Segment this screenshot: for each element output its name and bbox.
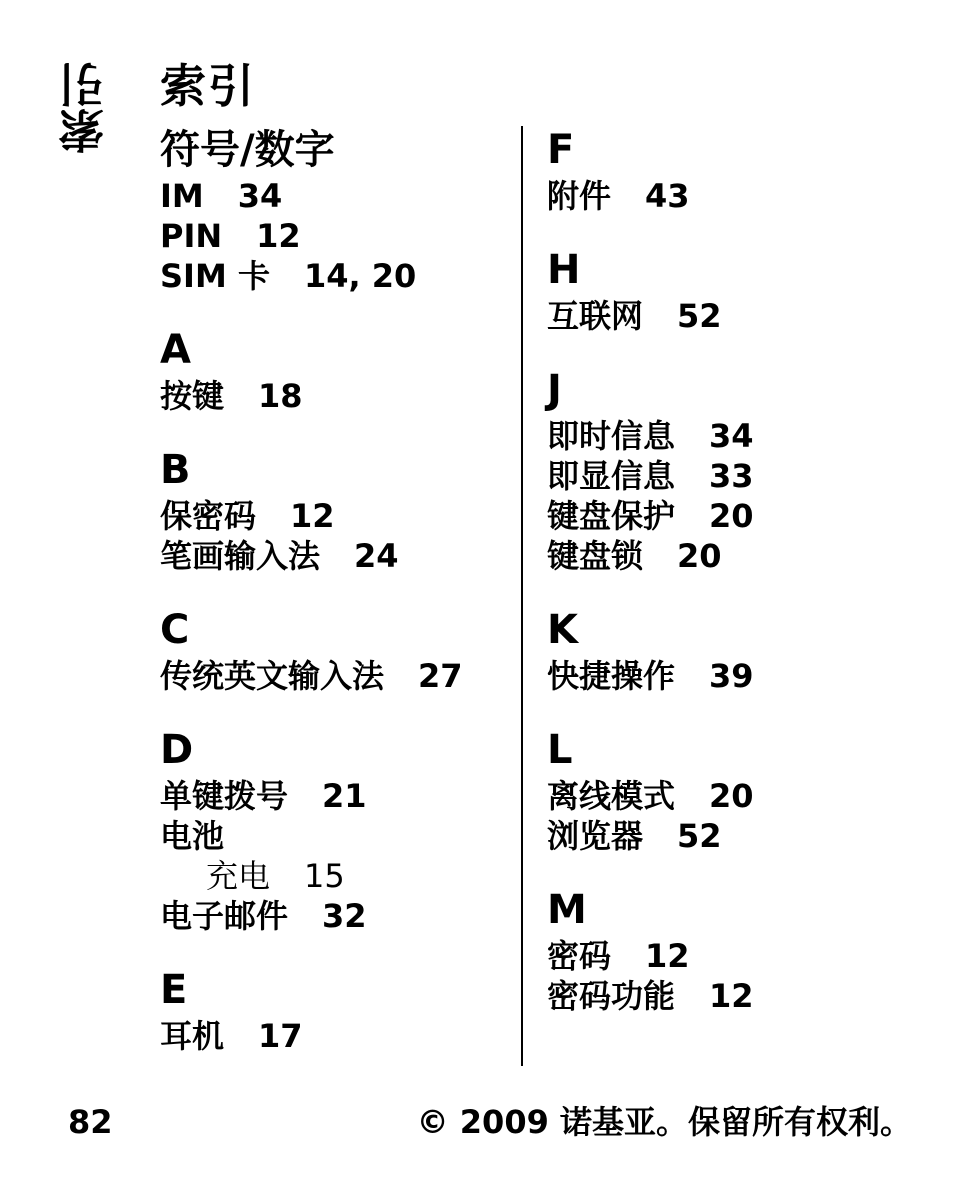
index-section-m: [547, 884, 927, 1016]
entry-term: 密码功能: [547, 977, 676, 1015]
index-entry: [160, 656, 510, 696]
index-entry: [160, 496, 510, 536]
entry-pages: 20: [677, 537, 722, 575]
entry-pages: 43: [645, 177, 690, 215]
index-entry: [547, 456, 927, 496]
index-subentry: [160, 856, 510, 896]
index-entry: [547, 816, 927, 856]
section-heading: C: [160, 607, 190, 653]
entry-list: [160, 776, 510, 936]
entry-term: 密码: [547, 937, 612, 975]
index-entry: [547, 536, 927, 576]
index-section-symbols: [160, 124, 510, 296]
entry-list: [547, 656, 927, 696]
side-tab-label: 索引: [57, 62, 111, 154]
index-section-b: [160, 444, 510, 576]
entry-term: IM: [160, 177, 204, 215]
section-heading: D: [160, 727, 194, 773]
entry-list: [547, 776, 927, 856]
index-entry: [547, 776, 927, 816]
section-heading: K: [547, 607, 578, 653]
entry-term: 键盘锁: [547, 537, 644, 575]
index-entry: [160, 216, 510, 256]
index-entry: [160, 536, 510, 576]
index-section-e: [160, 964, 510, 1056]
index-entry: [547, 496, 927, 536]
page-title: 索引: [160, 59, 256, 113]
entry-term: 笔画输入法: [160, 537, 321, 575]
entry-pages: 34: [709, 417, 754, 455]
index-section-a: [160, 324, 510, 416]
entry-term: SIM 卡: [160, 257, 270, 295]
entry-term: 浏览器: [547, 817, 644, 855]
entry-term: 电子邮件: [160, 897, 289, 935]
entry-pages: 52: [677, 297, 722, 335]
entry-list: [160, 496, 510, 576]
entry-list: [547, 296, 927, 336]
entry-pages: 18: [258, 377, 303, 415]
entry-term: PIN: [160, 217, 223, 255]
index-entry: [160, 896, 510, 936]
entry-term: 保密码: [160, 497, 257, 535]
index-section-f: [547, 124, 927, 216]
index-entry: [547, 176, 927, 216]
entry-term: 耳机: [160, 1017, 225, 1055]
entry-term: 即显信息: [547, 457, 676, 495]
entry-pages: 20: [709, 777, 754, 815]
index-entry: [160, 776, 510, 816]
entry-term: 按键: [160, 377, 225, 415]
section-heading: B: [160, 447, 191, 493]
column-divider: [521, 126, 523, 1066]
entry-term: 互联网: [547, 297, 644, 335]
entry-term: 传统英文输入法: [160, 657, 385, 695]
entry-list: [160, 176, 510, 296]
index-column-right: [547, 124, 927, 1044]
entry-pages: 34: [237, 177, 283, 215]
entry-pages: 12: [709, 977, 754, 1015]
section-heading: J: [547, 367, 562, 413]
entry-list: [160, 656, 510, 696]
entry-term: 充电: [206, 857, 271, 895]
section-heading: E: [160, 967, 188, 1013]
section-heading: F: [547, 127, 575, 173]
entry-list: [160, 1016, 510, 1056]
entry-pages: 14, 20: [303, 257, 417, 295]
entry-pages: 32: [322, 897, 367, 935]
entry-pages: 20: [709, 497, 754, 535]
section-heading: 符号/数字: [160, 127, 335, 173]
entry-list: [160, 376, 510, 416]
index-section-h: [547, 244, 927, 336]
entry-pages: 12: [645, 937, 690, 975]
page-number: 82: [68, 1103, 113, 1141]
entry-pages: 12: [290, 497, 335, 535]
copyright-notice: © 2009 诺基亚。保留所有权利。: [416, 1103, 912, 1141]
entry-term: 电池: [160, 817, 225, 855]
index-entry: [547, 936, 927, 976]
entry-term: 附件: [547, 177, 612, 215]
section-heading: H: [547, 247, 581, 293]
entry-list: [547, 936, 927, 1016]
index-section-l: [547, 724, 927, 856]
index-entry: [160, 816, 510, 856]
entry-term: 快捷操作: [547, 657, 676, 695]
index-entry: [547, 656, 927, 696]
entry-pages: 39: [709, 657, 754, 695]
section-heading: L: [547, 727, 573, 773]
entry-pages: 21: [322, 777, 367, 815]
entry-term: 键盘保护: [547, 497, 676, 535]
entry-pages: 33: [709, 457, 754, 495]
entry-term: 即时信息: [547, 417, 676, 455]
entry-pages: 27: [418, 657, 463, 695]
index-entry: [547, 976, 927, 1016]
index-entry: [547, 416, 927, 456]
entry-term: 离线模式: [547, 777, 676, 815]
index-section-k: [547, 604, 927, 696]
entry-pages: 52: [677, 817, 722, 855]
entry-term: 单键拨号: [160, 777, 289, 815]
section-heading: M: [547, 887, 587, 933]
index-entry: [160, 256, 510, 296]
index-entry: [160, 1016, 510, 1056]
index-section-c: [160, 604, 510, 696]
index-section-d: [160, 724, 510, 936]
index-section-j: [547, 364, 927, 576]
entry-pages: 24: [354, 537, 399, 575]
entry-pages: 12: [256, 217, 301, 255]
entry-list: [547, 416, 927, 576]
entry-list: [547, 176, 927, 216]
index-entry: [160, 176, 510, 216]
section-heading: A: [160, 327, 191, 373]
index-entry: [160, 376, 510, 416]
entry-pages: 15: [304, 857, 345, 895]
index-entry: [547, 296, 927, 336]
index-column-left: [160, 124, 510, 1084]
entry-pages: 17: [258, 1017, 303, 1055]
